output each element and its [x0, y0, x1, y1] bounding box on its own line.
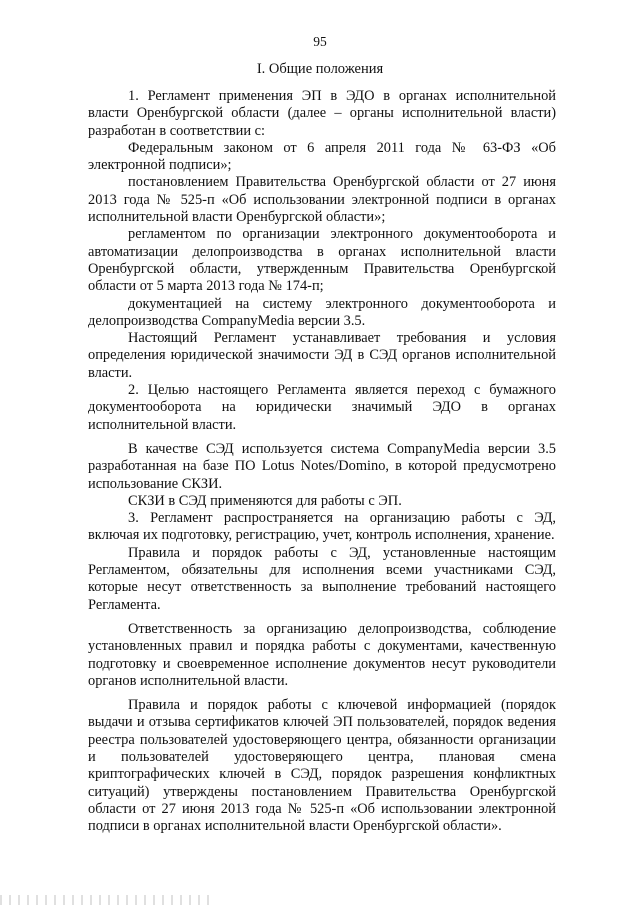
paragraph: 2. Целью настоящего Регламента является переход с бумажного документооборота на юридически значимый ЭДО в органах исполнительной власти.	[88, 382, 556, 433]
scan-artifact	[0, 895, 210, 905]
paragraph: Правила и порядок работы с ключевой информацией (порядок выдачи и отзыва сертификатов ключей ЭП пользователей, порядок ведения реестра пользователей удостоверяющего центра, обязанности организации и пользователей удостоверяющего центра, плановая смена криптографических ключей в СЭД, порядок разрешения конфликтных ситуаций) утверждены постановлением Правительства Оренбургской области от 27 июня 2013 года № 525-п «Об использовании электронной подписи в органах исполнительной власти Оренбургской области».	[88, 697, 556, 835]
document-body	[88, 88, 556, 835]
paragraph: Настоящий Регламент устанавливает требования и условия определения юридической значимости ЭД в СЭД органов исполнительной власти.	[88, 330, 556, 381]
paragraph: регламентом по организации электронного документооборота и автоматизации делопроизводства в органах исполнительной власти Оренбургской области, утвержденным Правительства Оренбургской области от 5 марта 2013 года № 174-п;	[88, 226, 556, 295]
paragraph: постановлением Правительства Оренбургской области от 27 июня 2013 года № 525-п «Об использовании электронной подписи в органах исполнительной власти Оренбургской области»;	[88, 174, 556, 226]
paragraph: 3. Регламент распространяется на организацию работы с ЭД, включая их подготовку, регистрацию, учет, контроль исполнения, хранение.	[88, 510, 556, 544]
paragraph: Правила и порядок работы с ЭД, установленные настоящим Регламентом, обязательны для исполнения всеми участниками СЭД, которые несут ответственность за выполнение требований настоящего Регламента.	[88, 544, 556, 613]
page-number: 95	[313, 34, 327, 49]
paragraph: документацией на систему электронного документооборота и делопроизводства CompanyMedia версии 3.5.	[88, 295, 556, 329]
paragraph: 1. Регламент применения ЭП в ЭДО в органах исполнительной власти Оренбургской области (далее – органы исполнительной власти) разработан в соответствии с:	[88, 88, 556, 139]
paragraph: СКЗИ в СЭД применяются для работы с ЭП.	[128, 492, 402, 509]
paragraph: Федеральным законом от 6 апреля 2011 года № 63-ФЗ «Об электронной подписи»;	[88, 139, 556, 174]
paragraph: В качестве СЭД используется система CompanyMedia версии 3.5 разработанная на базе ПО Lotus Notes/Domino, в которой предусмотрено использование СКЗИ.	[88, 440, 556, 492]
section-title: I. Общие положения	[256, 61, 384, 77]
paragraph: Ответственность за организацию делопроизводства, соблюдение установленных правил и порядка работы с документами, качественную подготовку и своевременное исполнение документов несут руководители органов исполнительной власти.	[88, 620, 556, 689]
